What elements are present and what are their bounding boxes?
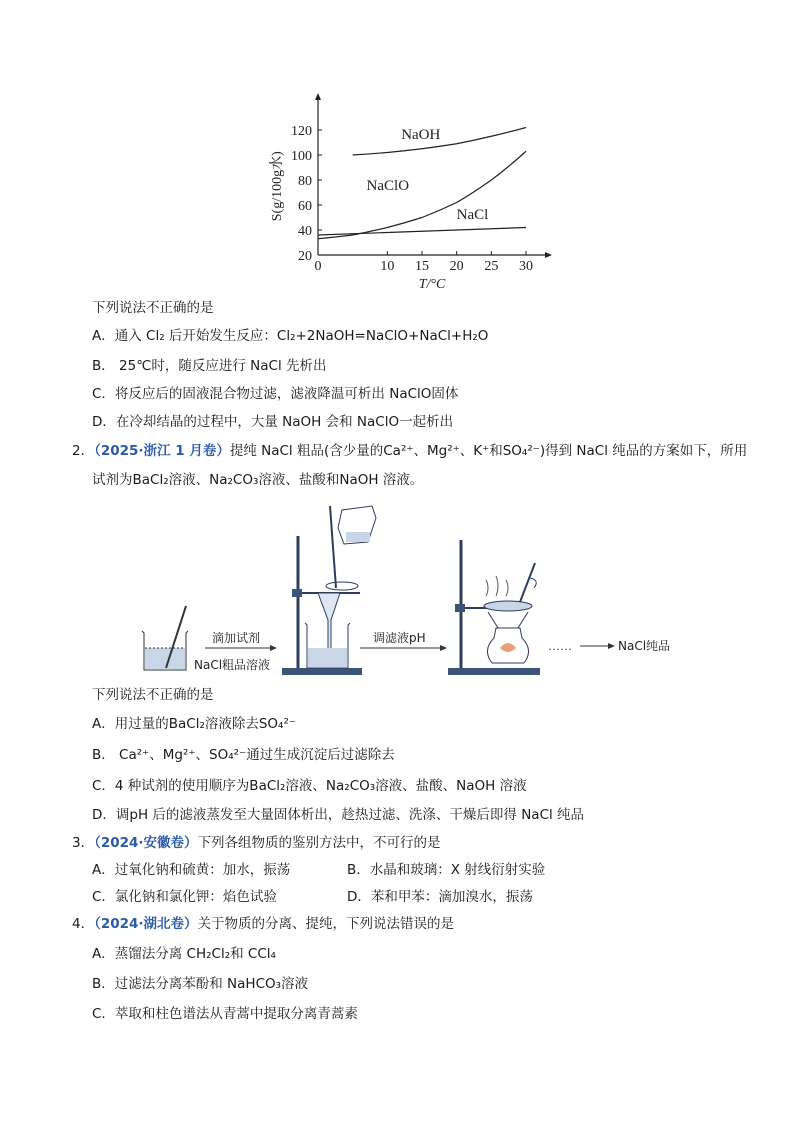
series-line-nacl <box>318 228 526 236</box>
arrow1-head <box>270 645 277 651</box>
q2-option-d: D．调pH 后的滤液蒸发至大量固体析出，趁热过滤、洗涤、干燥后即得 NaCl 纯品 <box>92 807 585 823</box>
series-label-nacl: NaCl <box>456 206 489 223</box>
arrow1-label: 滴加试剂 <box>212 631 261 645</box>
x-tick-label: 0 <box>314 259 322 274</box>
q3-option-a: A．过氧化钠和硫黄：加水，振荡 <box>92 862 291 878</box>
x-axis-label: T/°C <box>418 277 446 292</box>
y-tick-label: 80 <box>298 174 312 189</box>
q2-option-c: C．4 种试剂的使用顺序为BaCl₂溶液、Na₂CO₃溶液、盐酸、NaOH 溶液 <box>92 778 527 794</box>
q2-option-b: B． Ca²⁺、Mg²⁺、SO₄²⁻通过生成沉淀后过滤除去 <box>92 747 395 763</box>
q3-header <box>72 834 441 852</box>
q3-option-c: C．氯化钠和氯化钾：焰色试验 <box>92 889 277 905</box>
arrow2-head <box>440 645 447 651</box>
solution-label: NaCl粗品溶液 <box>194 658 271 672</box>
x-axis-arrow <box>545 252 552 258</box>
q2-stem-question: 下列说法不正确的是 <box>92 687 214 703</box>
series-label-naoh: NaOH <box>401 126 441 143</box>
y-tick-label: 60 <box>298 199 312 214</box>
arrow2-label: 调滤液pH <box>373 631 426 645</box>
q1-option-c: C．将反应后的固液混合物过滤，滤液降温可析出 NaClO固体 <box>92 386 459 402</box>
x-tick-label: 30 <box>519 259 533 274</box>
beaker-icon <box>142 606 188 670</box>
y-tick-label: 120 <box>291 124 312 139</box>
q2-option-a: A．用过量的BaCl₂溶液除去SO₄²⁻ <box>92 716 297 732</box>
y-tick-label: 100 <box>291 149 312 164</box>
x-tick-label: 15 <box>415 259 429 274</box>
q1-option-b: B． 25℃时，随反应进行 NaCl 先析出 <box>92 358 327 374</box>
apparatus-diagram <box>130 498 720 683</box>
y-axis-label: S(g/100g水) <box>270 151 285 222</box>
series-line-naclo <box>318 151 526 239</box>
y-tick-label: 20 <box>298 249 312 264</box>
q1-option-d: D．在冷却结晶的过程中，大量 NaOH 会和 NaClO一起析出 <box>92 414 454 430</box>
q4-header <box>72 915 454 933</box>
arrow3-head <box>608 643 615 649</box>
q4-source: （2024·湖北卷） <box>94 916 198 932</box>
chart-svg <box>255 92 555 292</box>
q2-stem-1: 提纯 NaCl 粗品(含少量的Ca²⁺、Mg²⁺、K⁺和SO₄²⁻)得到 NaCl 纯品的方案如下，所用 <box>229 443 748 459</box>
apparatus-svg <box>130 498 720 683</box>
y-tick-label: 40 <box>298 224 312 239</box>
q4-stem: 关于物质的分离、提纯，下列说法错误的是 <box>197 916 455 932</box>
x-tick-label: 25 <box>484 259 499 274</box>
evaporation-stand-icon <box>448 540 540 675</box>
q3-stem: 下列各组物质的鉴别方法中，不可行的是 <box>197 835 441 851</box>
q3-source: （2024·安徽卷） <box>94 835 198 851</box>
x-tick-label: 10 <box>380 259 395 274</box>
q2-number: 2． <box>72 443 95 459</box>
filtration-stand-icon <box>282 506 376 675</box>
q4-number: 4． <box>72 916 95 932</box>
q2-stem-2: 试剂为BaCl₂溶液、Na₂CO₃溶液、盐酸和NaOH 溶液。 <box>92 472 424 488</box>
series-label-naclo: NaClO <box>366 178 410 194</box>
q3-option-d: D．苯和甲苯：滴加溴水，振荡 <box>347 889 533 905</box>
solubility-chart <box>255 92 555 292</box>
q4-option-c: C．萃取和柱色谱法从青蒿中提取分离青蒿素 <box>92 1006 358 1022</box>
q4-option-a: A．蒸馏法分离 CH₂Cl₂和 CCl₄ <box>92 946 276 962</box>
q1-option-a: A．通入 Cl₂ 后开始发生反应：Cl₂+2NaOH=NaClO+NaCl+H₂O <box>92 328 489 344</box>
product-label: NaCl纯品 <box>618 639 671 653</box>
q3-option-b: B．水晶和玻璃：X 射线衍射实验 <box>347 862 546 878</box>
q4-option-b: B．过滤法分离苯酚和 NaHCO₃溶液 <box>92 976 309 992</box>
q2-source: （2025·浙江 1 月卷） <box>94 443 230 459</box>
q3-number: 3． <box>72 835 95 851</box>
y-axis-arrow <box>315 93 321 100</box>
q1-stem: 下列说法不正确的是 <box>92 300 214 316</box>
ellipsis-text: …… <box>548 639 572 653</box>
q2-header <box>72 442 747 460</box>
x-tick-label: 20 <box>449 259 464 274</box>
